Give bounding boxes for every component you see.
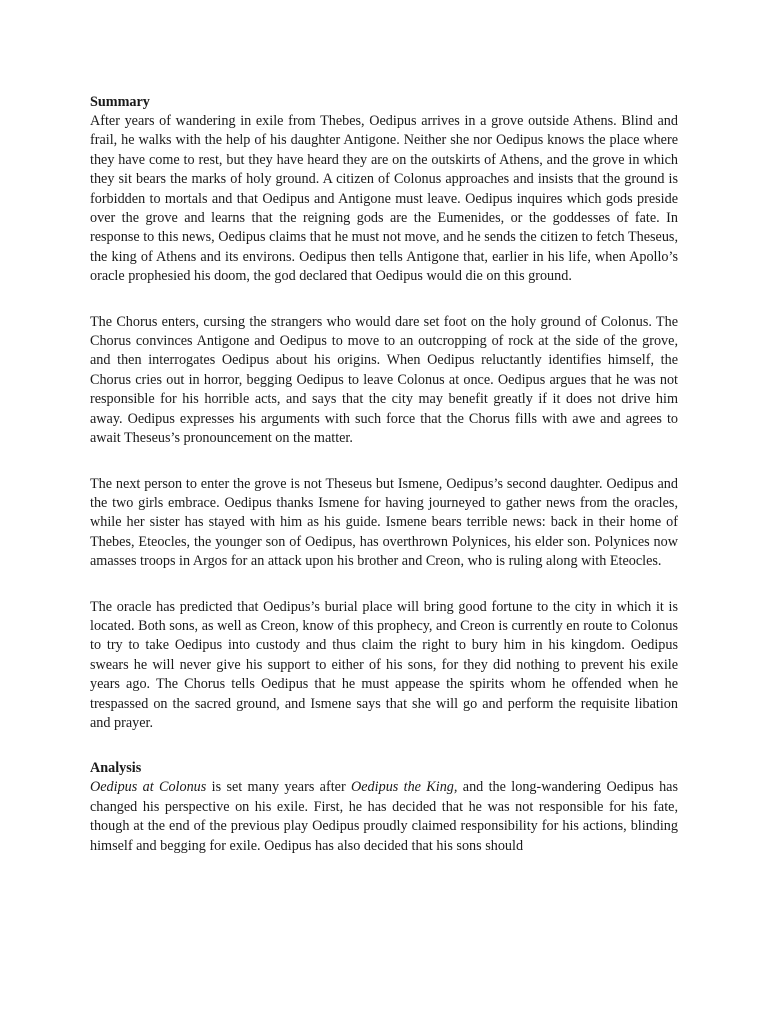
analysis-heading: Analysis xyxy=(90,760,142,777)
summary-paragraph-4: The oracle has predicted that Oedipus’s burial place will bring good fortune to the city in which it is located. Both sons, as well as Creon, know of this prophecy, and Creon is currently en route to Colonus to try to take Oedipus into custody and thus claim the right to bury him in his kingdom. Oedipus swears he will never give his support to either of his sons, for they did nothing to prevent his exile years ago. The Chorus tells Oedipus that he must appease the spirits whom he offended when he trespassed on the sacred ground, and Ismene says that she will go and perform the requisite libation and prayer. xyxy=(90,598,678,731)
summary-paragraph-3: The next person to enter the grove is not Theseus but Ismene, Oedipus’s second daughter. Oedipus and the two girls embrace. Oedipus thanks Ismene for having journeyed to gather news from the oracles, while her sister has stayed with him as his guide. Ismene bears terrible news: back in their home of Thebes, Eteocles, the younger son of Oedipus, has overthrown Polynices, his elder son. Polynices now amasses troops in Argos for an attack upon his brother and Creon, who is ruling along with Eteocles. xyxy=(90,475,678,570)
summary-paragraph-2: The Chorus enters, cursing the strangers who would dare set foot on the holy ground of Colonus. The Chorus convinces Antigone and Oedipus to move to an outcropping of rock at the side of the grove, and then interrogates Oedipus about his origins. When Oedipus reluctantly identifies himself, the Chorus cries out in horror, begging Oedipus to leave Colonus at once. Oedipus argues that he was not responsible for his horrible acts, and says that the city may benefit greatly if it does not drive him away. Oedipus expresses his arguments with such force that the Chorus fills with awe and agrees to await Theseus’s pronouncement on the matter. xyxy=(90,313,678,447)
summary-heading: Summary xyxy=(90,94,150,110)
play-title-colonus: Oedipus at Colonus xyxy=(90,779,207,796)
analysis-text-1: is set many years after xyxy=(206,779,352,796)
analysis-text-2: and the long-wandering Oedipus has changed his perspective on his exile. First, he has decided that he was not responsible for his fate, though at the end of the previous play Oedipus proudly claimed responsibility for his actions, blinding himself and begging for exile. Oedipus has also decided that his sons should xyxy=(90,779,678,854)
document-page xyxy=(90,93,678,856)
summary-paragraph-1: After years of wandering in exile from Thebes, Oedipus arrives in a grove outside Athens. Blind and frail, he walks with the help of his daughter Antigone. Neither she nor Oedipus knows the place where they have come to rest, but they have heard they are on the outskirts of Athens, and the grove in which they sit bears the marks of holy ground. A citizen of Colonus approaches and insists that the ground is forbidden to mortals and that Oedipus and Antigone must leave. Oedipus inquires which gods preside over the grove and learns that the reigning gods are the Eumenides, or the goddesses of fate. In response to this news, Oedipus claims that he must not move, and he sends the citizen to fetch Theseus, the king of Athens and its environs. Oedipus then tells Antigone that, earlier in his life, when Apollo’s oracle prophesied his doom, the god declared that Oedipus would die on this ground. xyxy=(90,113,678,285)
analysis-paragraph-1 xyxy=(90,778,678,856)
play-title-king: Oedipus the King, xyxy=(351,779,458,796)
